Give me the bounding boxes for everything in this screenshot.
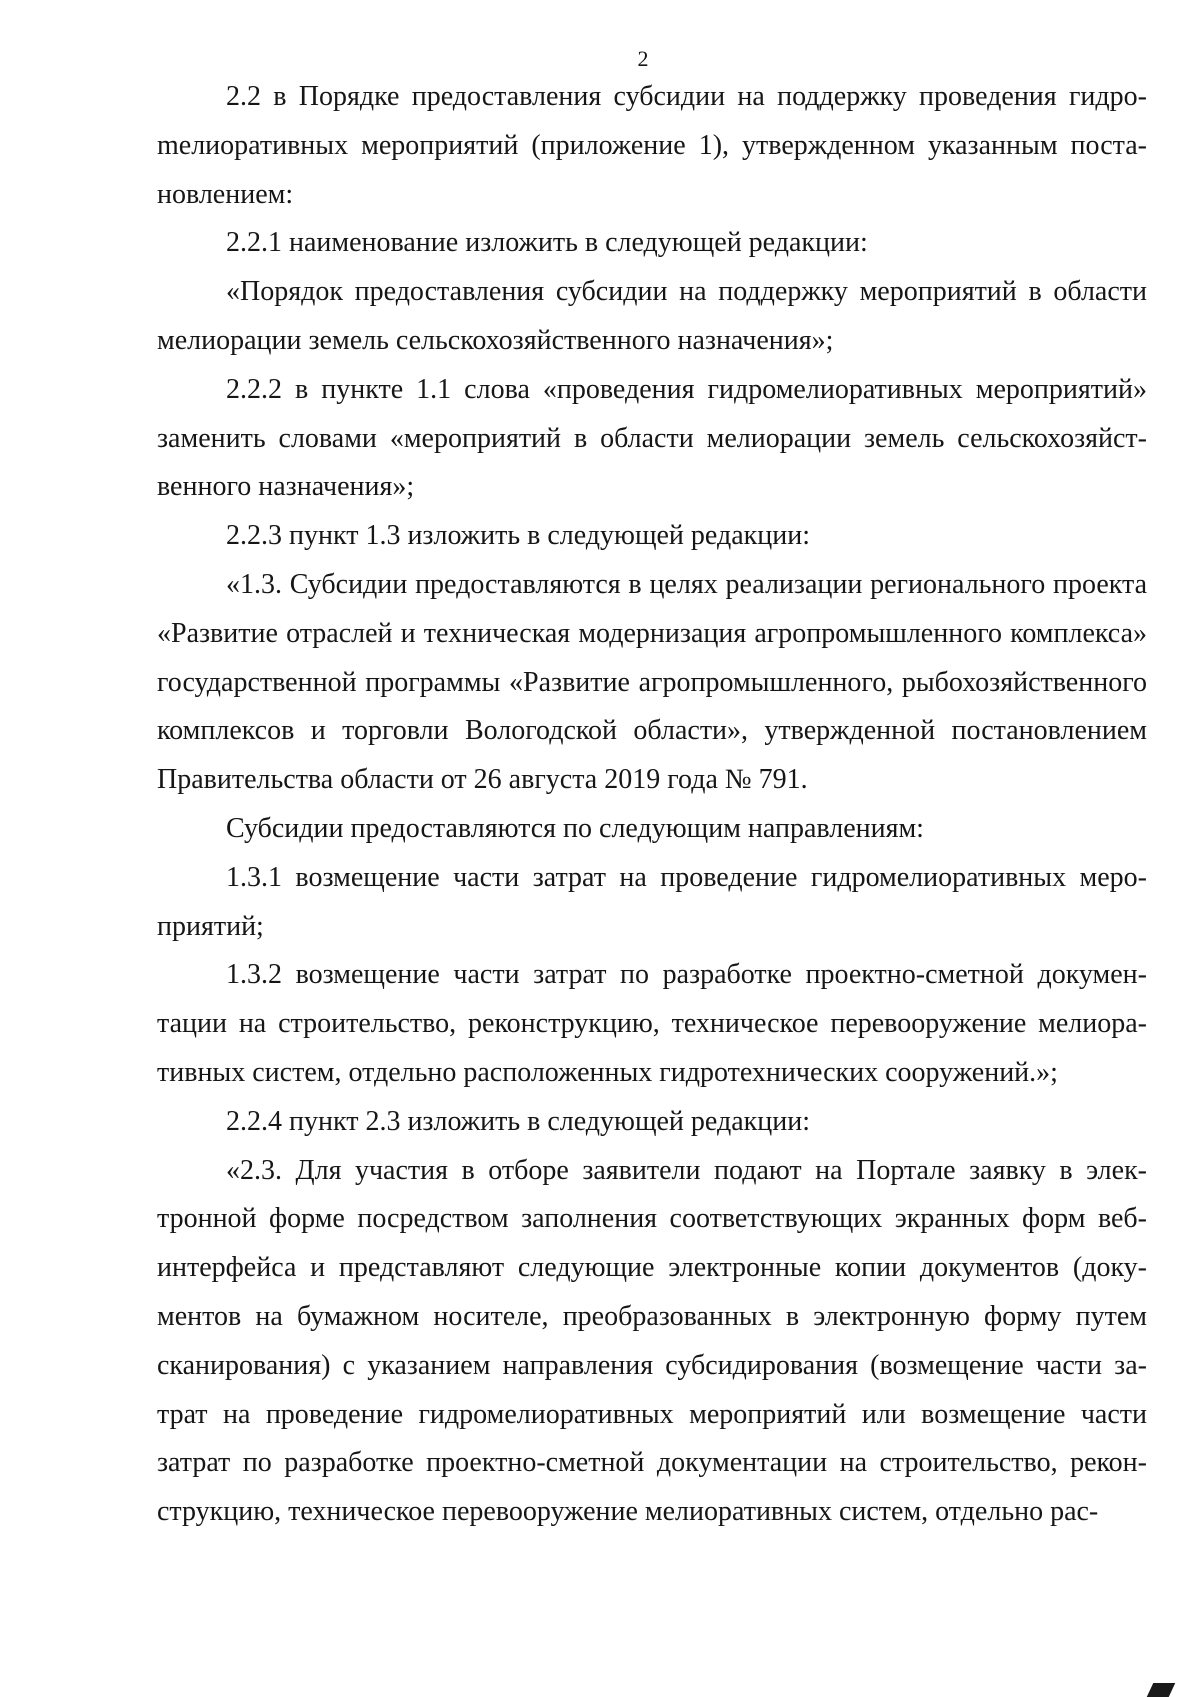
paragraph-1-3-2: 1.3.2 возмещение части затрат по разработке проектно-сметной документации на строительство, реконструкцию, техническое перевооружение мелиоративных систем, отдельно расположенных гидротехнических сооружений.»;	[157, 959, 1147, 1088]
paragraph-2-2-3: 2.2.3 пункт 1.3 изложить в следующей редакции:	[226, 520, 810, 552]
paragraph-2-2-4: 2.2.4 пункт 2.3 изложить в следующей редакции:	[226, 1105, 810, 1137]
paragraph-2-2: 2.2 в Порядке предоставления субсидии на поддержку проведения гидроmелиоративных мероприятий (приложение 1), утвержденном указанным постановлением:	[157, 81, 1147, 210]
scan-artifact-mark	[1147, 1683, 1176, 1697]
paragraph-2-2-1: 2.2.1 наименование изложить в следующей редакции:	[226, 227, 868, 259]
document-body	[157, 73, 1147, 1537]
paragraph-1-3: «1.3. Субсидии предоставляются в целях реализации регионального проекта «Развитие отраслей и техническая модернизация агропромышленного комплекса» государственной программы «Развитие агропромышленного, рыбохозяйственного комплексов и торговли Вологодской области», утвержденной постановлением Правительства области от 26 августа 2019 года № 791.	[157, 568, 1147, 796]
paragraph-quote-title: «Порядок предоставления субсидии на поддержку мероприятий в области мелиорации земель сельскохозяйственного назначения»;	[157, 276, 1147, 356]
paragraph-2-2-2: 2.2.2 в пункте 1.1 слова «проведения гидромелиоративных мероприятий» заменить словами «мероприятий в области мелиорации земель сельскохозяйственного назначения»;	[157, 373, 1147, 503]
paragraph-directions-intro: Субсидии предоставляются по следующим направлениям:	[226, 812, 924, 844]
paragraph-1-3-1: 1.3.1 возмещение части затрат на проведение гидромелиоративных мероприятий;	[157, 861, 1147, 942]
paragraph-2-3: «2.3. Для участия в отборе заявители подают на Портале заявку в электронной форме посредством заполнения соответствующих экранных форм веб-интерфейса и представляют следующие электронные копии документов (документов на бумажном носителе, преобразованных в электронную форму путем сканирования) с указанием направления субсидирования (возмещение части затрат на проведение гидромелиоративных мероприятий или возмещение части затрат по разработке проектно-сметной документации на строительство, реконструкцию, техническое перевооружение мелиоративных систем, отдельно рас-	[157, 1154, 1147, 1528]
page-number: 2	[637, 46, 649, 71]
